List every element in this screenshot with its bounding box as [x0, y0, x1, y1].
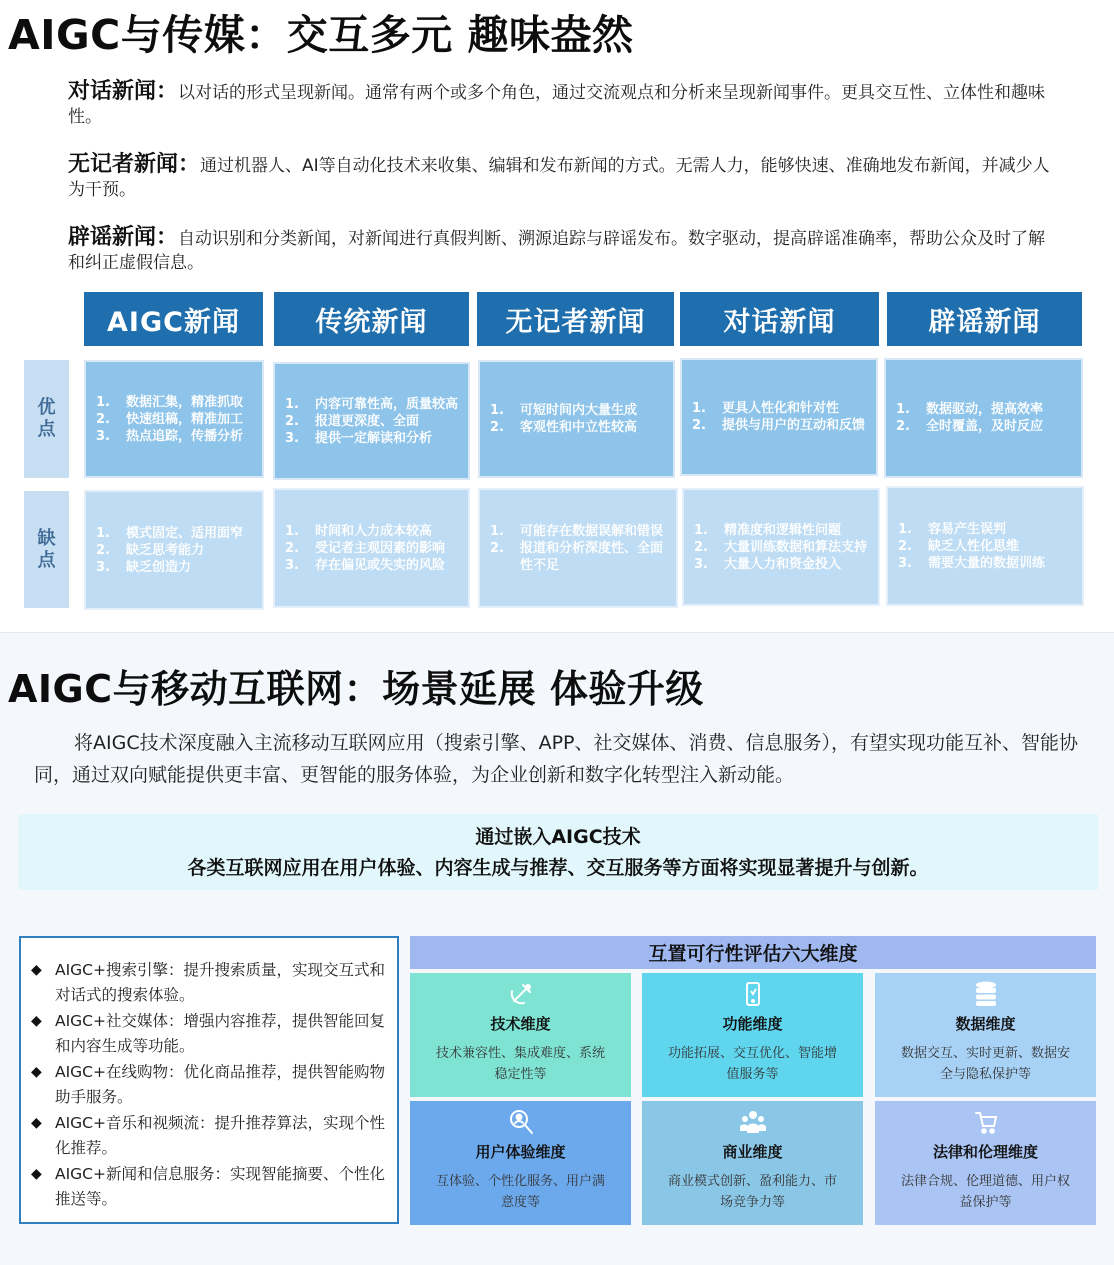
tile-title: 商业维度	[722, 1143, 783, 1161]
list-item: 1. 可短时间内大量生成	[490, 403, 638, 418]
list-item: 3. 提供一定解读和分析	[285, 430, 433, 446]
satellite-icon	[506, 979, 536, 1009]
banner-line: 各类互联网应用在用户体验、内容生成与推荐、交互服务等方面将实现显著提升与创新。	[187, 857, 929, 879]
list-item: 1. 内容可靠性高，质量较高	[285, 396, 459, 412]
tile-desc: 数据交互、实时更新、数据安全与隐私保护等	[900, 1046, 1070, 1082]
para-text: 以对话的形式呈现新闻。通常有两个或多个角色，通过交流观点和分析来呈现新闻事件。更具交互性、立体性和趣味性。	[68, 83, 1046, 127]
tile-desc: 商业模式创新、盈利能力、市场竞争力等	[667, 1174, 837, 1210]
row-label-cons	[24, 491, 69, 608]
list-item: 2. 缺乏人性化思维	[898, 538, 1020, 554]
tile-data	[875, 973, 1096, 1097]
list-item: 3. 缺乏创造力	[96, 559, 192, 575]
list-item: 1. 数据驱动，提高效率	[896, 402, 1044, 417]
cart-icon	[971, 1107, 1001, 1137]
application-bullet-list	[19, 936, 399, 1224]
user-search-icon	[506, 1107, 536, 1137]
col-head-aigc: AIGC新闻	[84, 292, 263, 346]
tile-title: 数据维度	[955, 1015, 1016, 1033]
tile-title: 法律和伦理维度	[932, 1143, 1038, 1161]
list-item: ◆ AIGC+社交媒体：增强内容推荐，提供智能回复和内容生成等功能。	[31, 1009, 385, 1059]
tile-title: 功能维度	[722, 1015, 783, 1033]
list-item: 3. 热点追踪，传播分析	[96, 428, 244, 444]
col-head-dialogue: 对话新闻	[680, 292, 879, 346]
col-head-rumor: 辟谣新闻	[887, 292, 1082, 346]
para-rumor-news	[68, 226, 1058, 275]
section1-title: AIGC与传媒：交互多元 趣味盎然	[8, 11, 634, 59]
list-item: 2. 提供与用户的互动和反馈	[692, 418, 866, 433]
list-item: ◆ AIGC+音乐和视频流：提升推荐算法，实现个性化推荐。	[31, 1111, 385, 1161]
database-icon	[971, 979, 1001, 1009]
tile-legal-ethics	[875, 1101, 1096, 1225]
diamond-icon: ◆	[31, 1013, 42, 1029]
pros-cell-dialogue	[680, 358, 878, 476]
cons-cell-no-reporter	[478, 488, 678, 608]
col-head-no-reporter: 无记者新闻	[477, 292, 674, 346]
cons-cell-aigc	[84, 490, 264, 610]
tile-function	[642, 973, 863, 1097]
list-item: 2. 受记者主观因素的影响	[285, 540, 446, 556]
pros-cell-traditional	[273, 362, 470, 480]
tile-desc: 功能拓展、交互优化、智能增值服务等	[667, 1046, 837, 1082]
list-item: 2. 全时覆盖，及时反应	[896, 419, 1044, 434]
list-item: 1. 模式固定、适用面窄	[96, 525, 244, 541]
diamond-icon: ◆	[31, 962, 42, 978]
section-aigc-media	[0, 0, 1114, 632]
cons-cell-rumor	[886, 486, 1084, 606]
row-label-char: 缺	[37, 527, 56, 549]
list-item: ◆ AIGC+搜索引擎：提升搜索质量，实现交互式和对话式的搜索体验。	[31, 958, 385, 1008]
list-item: 1. 精准度和逻辑性问题	[694, 522, 842, 538]
diamond-icon: ◆	[31, 1166, 42, 1182]
list-item: 1. 数据汇集，精准抓取	[96, 394, 244, 410]
cons-cell-dialogue	[682, 488, 880, 606]
list-item: 2. 大量训练数据和算法支持	[694, 539, 868, 555]
highlight-banner	[18, 814, 1098, 890]
list-item: ◆ AIGC+在线购物：优化商品推荐，提供智能购物助手服务。	[31, 1060, 385, 1110]
list-item: 2. 缺乏思考能力	[96, 542, 205, 558]
section2-title: AIGC与移动互联网：场景延展 体验升级	[8, 667, 704, 711]
team-icon	[738, 1107, 768, 1137]
list-item: 3. 存在偏见或失实的风险	[285, 557, 446, 573]
para-label: 辟谣新闻：	[68, 225, 179, 250]
pros-cell-no-reporter	[478, 360, 675, 478]
tile-desc: 技术兼容性、集成难度、系统稳定性等	[435, 1046, 605, 1082]
tile-title: 用户体验维度	[475, 1143, 566, 1161]
section2-intro: 将AIGC技术深度融入主流移动互联网应用（搜索引擎、APP、社交媒体、消费、信息服务），有望实现功能互补、智能协同，通过双向赋能提供更丰富、更智能的服务体验，为企业创新和数字化转型注入新动能。	[34, 732, 1079, 786]
list-item: 1. 更具人性化和针对性	[692, 401, 840, 416]
para-text: 通过机器人、AI等自动化技术来收集、编辑和发布新闻的方式。无需人力，能够快速、准确地发布新闻，并减少人为干预。	[68, 156, 1050, 200]
list-item: ◆ AIGC+新闻和信息服务：实现智能摘要、个性化推送等。	[31, 1162, 385, 1212]
row-label-pros	[24, 360, 69, 478]
list-item: 1. 时间和人力成本较高	[285, 523, 433, 539]
row-label-char: 点	[37, 419, 56, 440]
list-item: 1. 容易产生误判	[898, 521, 1007, 537]
diamond-icon: ◆	[31, 1115, 42, 1131]
para-text: 自动识别和分类新闻，对新闻进行真假判断、溯源追踪与辟谣发布。数字驱动，提高辟谣准确率，帮助公众及时了解和纠正虚假信息。	[68, 229, 1046, 273]
banner-line: 通过嵌入AIGC技术	[475, 826, 641, 848]
pros-cell-rumor	[884, 358, 1083, 478]
col-head-traditional: 传统新闻	[274, 292, 469, 346]
para-label: 无记者新闻：	[68, 152, 201, 177]
dimensions-title: 互置可行性评估六大维度	[410, 936, 1096, 969]
list-item: 2. 快速组稿，精准加工	[96, 411, 244, 427]
para-label: 对话新闻：	[68, 79, 179, 104]
list-item: 2. 报道更深度、全面	[285, 413, 420, 429]
row-label-char: 优	[37, 397, 56, 418]
list-item: 3. 大量人力和资金投入	[694, 556, 842, 572]
tile-desc: 互体验、个性化服务、用户满意度等	[435, 1174, 605, 1210]
diamond-icon: ◆	[31, 1064, 42, 1080]
cons-cell-traditional	[273, 488, 470, 608]
list-item: 2. 客观性和中立性较高	[490, 420, 638, 435]
para-no-reporter-news	[68, 153, 1058, 202]
row-label-char: 点	[37, 549, 56, 571]
list-item: 3. 需要大量的数据训练	[898, 555, 1046, 571]
list-item: 1. 可能存在数据误解和错误	[490, 523, 664, 539]
tile-technology	[410, 973, 631, 1097]
tile-desc: 法律合规、伦理道德、用户权益保护等	[900, 1174, 1070, 1210]
para-dialogue-news	[68, 80, 1058, 129]
phone-icon	[738, 979, 768, 1009]
tile-title: 技术维度	[490, 1015, 551, 1033]
pros-cell-aigc	[84, 360, 264, 478]
tile-user-experience	[410, 1101, 631, 1225]
list-item: 2. 报道和分析深度性、全面性不足	[490, 540, 664, 573]
tile-business	[642, 1101, 863, 1225]
